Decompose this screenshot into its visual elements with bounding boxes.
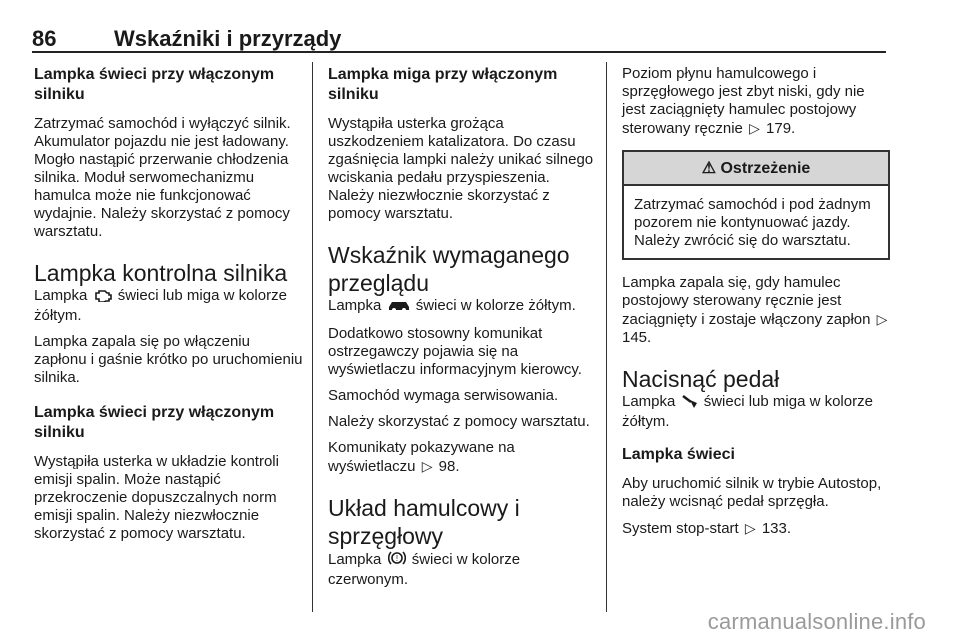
- subheading: Lampka miga przy włączonym silniku: [328, 66, 558, 103]
- subheading: Lampka świeci przy włączonym silniku: [34, 404, 275, 441]
- cross-reference-icon: ▷: [421, 458, 433, 474]
- paragraph: Należy skorzystać z pomocy warsztatu.: [328, 413, 590, 430]
- paragraph: Wystąpiła usterka grożąca uszkodzeniem katalizatora. Do czasu zgaśnięcia lampki należy unikać silnego wciskania pedału przyspieszenia. Należy niezwłocznie skorzystać z pomocy warsztatu.: [328, 115, 594, 222]
- paragraph: Lampka zapala się, gdy hamulec postojowy sterowany ręcznie jest zaciągnięty i zostaje włączony zapłon ▷ 145.: [622, 274, 888, 346]
- brake-warning-icon: [388, 550, 406, 571]
- service-wrench-car-icon: [388, 298, 410, 317]
- watermark: carmanualsonline.info: [707, 609, 926, 634]
- paragraph: Lampka świeci lub miga w kolorze żółtym.: [622, 393, 873, 430]
- section-heading: Nacisnąć pedał: [622, 366, 780, 392]
- column-divider: [606, 62, 607, 612]
- paragraph: Aby uruchomić silnik w trybie Autostop, należy wcisnąć pedał sprzęgła.: [622, 475, 882, 510]
- column-2: [328, 65, 598, 597]
- svg-text:!: !: [395, 554, 398, 563]
- engine-check-icon: [94, 288, 112, 307]
- warning-box: [622, 150, 890, 260]
- paragraph: Lampka świeci w kolorze żółtym.: [328, 297, 598, 317]
- cross-reference-icon: ▷: [876, 311, 888, 327]
- paragraph: Dodatkowo stosowny komunikat ostrzegawczy pojawia się na wyświetlaczu informacyjnym kierowcy.: [328, 325, 582, 378]
- pedal-icon: [682, 394, 698, 413]
- warning-title: Ostrzeżenie: [720, 160, 811, 177]
- paragraph: Wystąpiła usterka w układzie kontroli emisji spalin. Może nastąpić przekroczenie dopuszczalnych norm emisji spalin. Należy niezwłocznie skorzystać z pomocy warsztatu.: [34, 453, 279, 542]
- header-rule: [32, 51, 886, 53]
- cross-reference-icon: ▷: [744, 520, 756, 536]
- paragraph: System stop-start ▷ 133.: [622, 520, 792, 537]
- paragraph: Zatrzymać samochód i wyłączyć silnik. Akumulator pojazdu nie jest ładowany. Mogło nastąpić przerwanie chłodzenia silnika. Moduł serwomechanizmu hamulca może nie funkcjonować wydajnie. Należy skorzystać z pomocy warsztatu.: [34, 115, 291, 240]
- paragraph: Lampka świeci lub miga w kolorze żółtym.: [34, 287, 287, 324]
- paragraph: Komunikaty pokazywane na wyświetlaczu ▷ 98.: [328, 439, 515, 475]
- section-heading: Lampka kontrolna silnika: [34, 260, 288, 286]
- paragraph: Lampka zapala się po włączeniu zapłonu i gaśnie krótko po uruchomieniu silnika.: [34, 333, 303, 386]
- paragraph: Poziom płynu hamulcowego i sprzęgłowego jest zbyt niski, gdy nie jest zaciągnięty hamulec postojowy sterowany ręcznie ▷ 179.: [622, 65, 865, 137]
- column-3: [622, 65, 890, 546]
- warning-body: [624, 186, 888, 258]
- subheading: Lampka świeci przy włączonym silniku: [34, 66, 275, 103]
- column-1: [34, 65, 304, 551]
- cross-reference-icon: ▷: [749, 120, 760, 136]
- page-number: 86: [32, 26, 57, 51]
- warning-triangle-icon: ⚠: [701, 160, 717, 177]
- paragraph: Lampka ! świeci w kolorze czerwonym.: [328, 551, 521, 588]
- section-heading: Układ hamulcowy i sprzęgłowy: [328, 495, 520, 549]
- paragraph: Samochód wymaga serwisowania.: [328, 387, 559, 404]
- column-divider: [312, 62, 313, 612]
- section-heading: Wskaźnik wymaganego przeglądu: [328, 242, 570, 296]
- page-title: Wskaźniki i przyrządy: [114, 26, 342, 51]
- subheading: Lampka świeci: [622, 446, 735, 463]
- warning-header: [624, 152, 888, 186]
- warning-text: Zatrzymać samochód i pod żadnym pozorem nie kontynuować jazdy. Należy zwrócić się do warsztatu.: [634, 196, 871, 249]
